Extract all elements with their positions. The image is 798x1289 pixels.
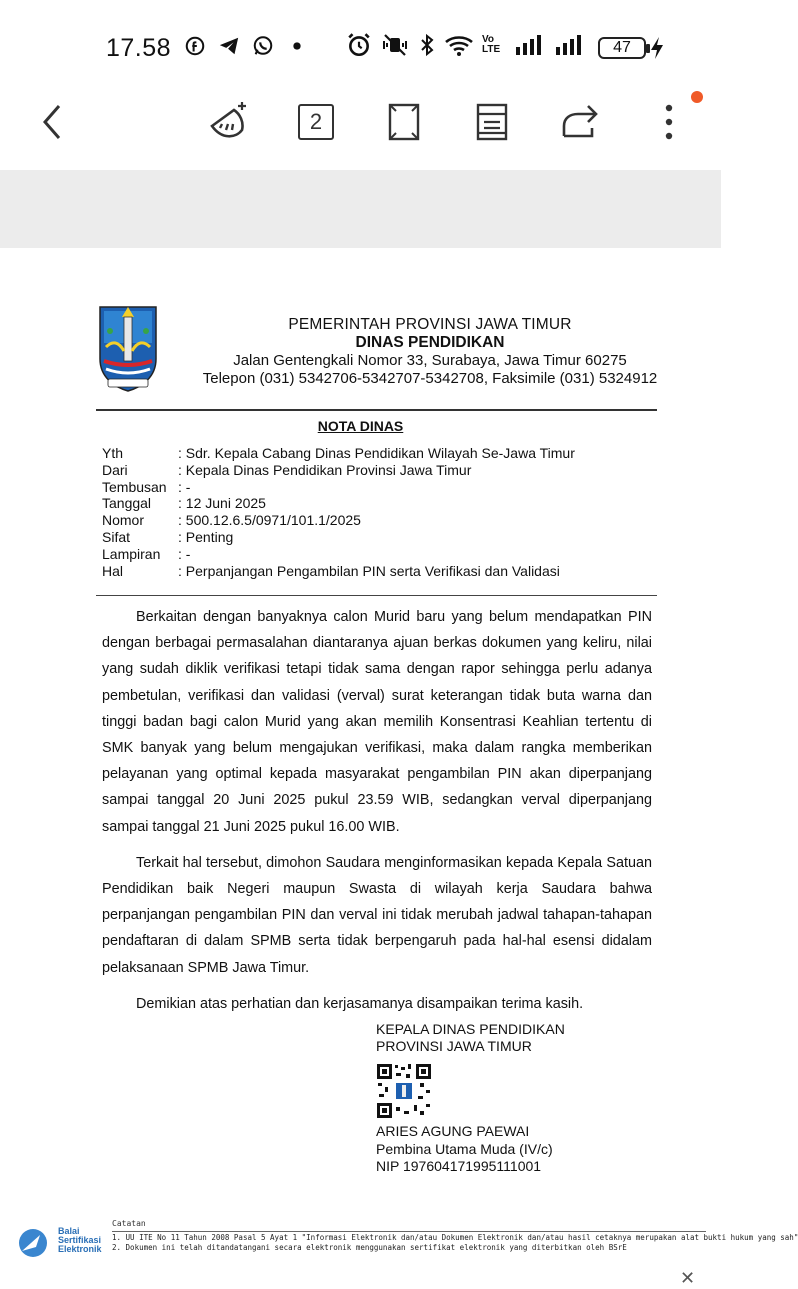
footer-note: 2. Dokumen ini telah ditandatangani secara elektronik menggunakan sertifikat elektronik yang diterbitkan oleh BSrE [112,1243,627,1252]
memo-field [102,512,575,529]
memo-field-value: : Sdr. Kepala Cabang Dinas Pendidikan Wilayah Se-Jawa Timur [178,445,575,461]
letterhead-government: PEMERINTAH PROVINSI JAWA TIMUR [288,316,572,333]
wifi-icon [444,32,474,58]
battery-level: 47 [613,39,631,56]
reader-mode-icon [474,102,510,142]
memo-field-label: Tembusan [102,478,167,495]
memo-field [102,479,575,496]
signal-icon-2 [554,32,586,58]
viewer-toolbar [0,92,721,170]
memo-field-label: Sifat [102,528,131,545]
memo-field-value: : Perpanjangan Pengambilan PIN serta Verifikasi dan Validasi [178,562,560,579]
footer-notes [112,1233,798,1253]
charging-icon [650,35,664,61]
memo-field-label: Nomor [102,512,145,529]
letterhead [200,316,660,388]
mute-icon [380,32,410,58]
dot-icon [286,34,308,58]
letterhead-divider [96,409,657,411]
signer-rank: Pembina Utama Muda (IV/c) [376,1140,553,1157]
memo-field [102,445,575,462]
signer-position: KEPALA DINAS PENDIDIKAN [376,1021,565,1037]
jatim-emblem-icon [96,303,160,393]
bsre-logo-icon [16,1227,50,1259]
memo-field-label: Yth [102,445,124,461]
share-button[interactable] [556,98,604,146]
bsre-line: Balai [58,1226,80,1236]
document-title: NOTA DINAS [317,418,404,434]
ink-button[interactable] [204,98,252,146]
volte-badge: Vo LTE [482,34,501,55]
more-icon [664,102,674,142]
memo-field [102,546,575,563]
memo-field [102,563,575,580]
memo-field [102,495,575,512]
back-icon [37,102,67,142]
footer-note: 1. UU ITE No 11 Tahun 2008 Pasal 5 Ayat 1 "Informasi Elektronik dan/atau Dokumen Elektronik dan/atau hasil cetaknya merupakan alat bukti hukum yang sah" [112,1233,798,1242]
page-count: 2 [298,104,334,140]
paragraph: Demikian atas perhatian dan kerjasamanya disampaikan terima kasih. [136,995,584,1012]
signer-name: ARIES AGUNG PAEWAI [376,1123,530,1139]
memo-field-value: : Penting [178,528,234,545]
back-button[interactable] [28,98,76,146]
letterhead-agency: DINAS PENDIDIKAN [355,334,505,351]
page-count-button[interactable] [292,98,340,146]
signer-nip: NIP 197604171995111001 [376,1158,542,1174]
status-time: 17.58 [106,34,172,62]
footer-note-heading: Catatan [112,1219,146,1228]
bsre-line: Elektronik [58,1244,102,1254]
status-bar [0,0,721,92]
memo-field-label: Dari [102,461,128,478]
close-icon[interactable]: ✕ [680,1268,696,1288]
signer-region: PROVINSI JAWA TIMUR [376,1038,532,1054]
memo-body [102,604,652,1027]
page-gap [0,170,721,248]
memo-field-value: : 500.12.6.5/0971/101.1/2025 [178,512,361,529]
alarm-icon [346,32,372,58]
more-button[interactable] [645,98,693,146]
ink-icon [206,100,250,144]
bsre-label [58,1227,102,1254]
document-page [0,248,798,1280]
memo-field-label: Tanggal [102,495,152,512]
paragraph: Berkaitan dengan banyaknya calon Murid baru yang belum mendapatkan PIN dengan berbagai permasalahan diantaranya ajuan berkas dokumen yang keliru, nilai yang sudah diklik verifikasi tetapi tidak sama dengan rapor sehingga perlu adanya pembetulan, verifikasi dan validasi (verval) surat keterangan tidak buta warna dan tinggi badan bagi calon Murid yang akan memilih Konsentrasi Keahlian tertentu di SMK banyak yang belum mengajukan verifikasi, maka dalam rangka memberikan pelayanan yang optimal kepada masyarakat pengambilan PIN akan diperpanjang sampai tanggal 20 Juni 2025 pukul 23.59 WIB, sedangkan verval diperpanjang sampai tanggal 21 Juni 2025 pukul 16.00 WIB. [102,609,652,835]
signature-block-title [376,1021,565,1055]
battery-indicator [598,37,646,59]
paragraph: Terkait hal tersebut, dimohon Saudara menginformasikan kepada Kepala Satuan Pendidikan baik Negeri maupun Swasta di wilayah kerja Saudara bahwa perpanjangan pengambilan PIN dan verval ini tidak merubah jadwal tahapan-tahapan pendaftaran di dalam SPMB serta tidak berpengaruh pada hal-hal esensi didalam pelaksanaan SPMB Jawa Timur. [102,854,652,976]
memo-header [102,445,575,579]
memo-field-value: : Kepala Dinas Pendidikan Provinsi Jawa Timur [178,461,472,478]
memo-field-value: : 12 Juni 2025 [178,495,266,512]
document-footer [16,1219,798,1259]
reader-mode-button[interactable] [468,98,516,146]
signal-icon [514,32,546,58]
memo-field-value: : - [178,545,191,562]
memo-field [102,529,575,546]
fullscreen-icon [386,102,422,142]
facebook-icon [184,34,206,58]
bsre-line: Sertifikasi [58,1235,102,1245]
whatsapp-icon [252,34,274,58]
system-icons [346,32,586,58]
letterhead-phone: Telepon (031) 5342706-5342707-5342708, Faksimile (031) 5324912 [202,370,658,387]
header-divider [96,595,657,596]
bluetooth-icon [418,32,436,58]
signer-identity [376,1123,553,1176]
footer-divider [112,1231,706,1232]
notification-dot [691,91,703,103]
memo-field-label: Hal [102,562,124,579]
telegram-icon [218,34,240,58]
notification-icons [184,34,308,58]
fullscreen-button[interactable] [380,98,428,146]
share-icon [558,102,602,142]
memo-field-label: Lampiran [102,545,161,562]
memo-field [102,462,575,479]
signature-qr-code[interactable] [376,1063,432,1119]
memo-field-value: : - [178,478,191,495]
letterhead-address: Jalan Gentengkali Nomor 33, Surabaya, Jawa Timur 60275 [233,352,627,369]
